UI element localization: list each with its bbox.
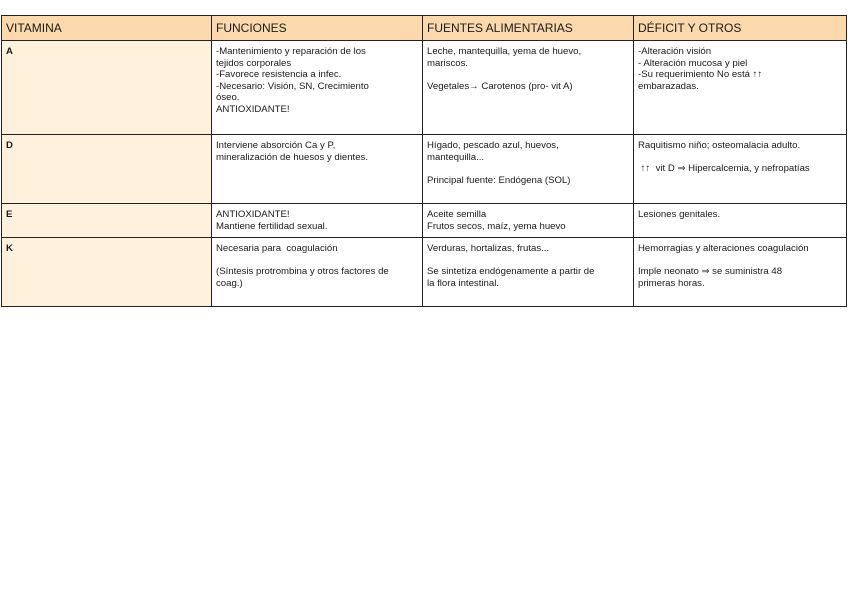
fuentes-cell xyxy=(423,238,634,307)
deficit-cell xyxy=(634,238,847,307)
cell-line xyxy=(216,255,418,267)
cell-line: óseo. xyxy=(216,92,240,104)
table-row xyxy=(2,135,847,204)
header-fuentes: FUENTES ALIMENTARIAS xyxy=(423,16,634,41)
cell-line: Necesaria para coagulación xyxy=(216,243,338,254)
funciones-cell xyxy=(212,135,423,204)
cell-line: la flora intestinal. xyxy=(427,277,499,289)
fuentes-cell xyxy=(423,41,634,135)
cell-line: -Necesario: Visión, SN, Crecimiento xyxy=(216,80,369,92)
cell-line: -Favorece resistencia a infec. xyxy=(216,69,342,81)
cell-line: Frutos secos, maíz, yema huevo xyxy=(427,220,566,232)
cell-line: -Mantenimiento y reparación de los xyxy=(216,46,366,57)
table-body xyxy=(2,41,847,307)
funciones-cell xyxy=(212,204,423,238)
cell-line: Verduras, hortalizas, frutas... xyxy=(427,243,550,254)
cell-line: Hemorragias y alteraciones coagulación xyxy=(638,243,809,254)
cell-line: ANTIOXIDANTE! xyxy=(216,103,290,115)
cell-line: (Síntesis protrombina y otros factores de xyxy=(216,266,389,278)
cell-line: Lesiones genitales. xyxy=(638,209,721,220)
header-deficit: DÉFICIT Y OTROS xyxy=(634,16,847,41)
cell-line: mantequilla... xyxy=(427,151,485,163)
cell-line xyxy=(638,255,842,267)
cell-line xyxy=(427,69,629,81)
cell-line: primeras horas. xyxy=(638,277,705,289)
header-row xyxy=(2,16,847,41)
cell-line: - Alteración mucosa y piel xyxy=(638,57,748,69)
cell-line: Se sintetiza endógenamente a partir de xyxy=(427,266,595,278)
deficit-cell xyxy=(634,204,847,238)
table-row xyxy=(2,238,847,307)
cell-line: Mantiene fertilidad sexual. xyxy=(216,220,328,232)
vitamins-table xyxy=(1,15,847,307)
table-row xyxy=(2,204,847,238)
funciones-cell xyxy=(212,238,423,307)
cell-line: -Alteración visión xyxy=(638,46,712,57)
cell-line: embarazadas. xyxy=(638,80,699,92)
cell-line: Hígado, pescado azul, huevos, xyxy=(427,140,559,151)
header-funciones: FUNCIONES xyxy=(212,16,423,41)
table-row xyxy=(2,41,847,135)
cell-line: tejidos corporales xyxy=(216,57,292,69)
deficit-cell xyxy=(634,135,847,204)
cell-line: Aceite semilla xyxy=(427,209,487,220)
header-vitamina: VITAMINA xyxy=(2,16,212,41)
vitamin-cell: D xyxy=(2,135,212,204)
cell-line: Leche, mantequilla, yema de huevo, xyxy=(427,46,582,57)
cell-line: mariscos. xyxy=(427,57,469,69)
vitamin-cell: K xyxy=(2,238,212,307)
cell-line: Principal fuente: Endógena (SOL) xyxy=(427,174,571,186)
cell-line xyxy=(427,163,629,175)
fuentes-cell xyxy=(423,204,634,238)
cell-line xyxy=(427,255,629,267)
cell-line: coag.) xyxy=(216,277,243,289)
cell-line: Imple neonato ⇒ se suministra 48 xyxy=(638,266,783,278)
cell-line: mineralización de huesos y dientes. xyxy=(216,151,368,163)
cell-line: ↑↑ vit D ⇒ Hipercalcemia, y nefropatías xyxy=(638,163,810,175)
vitamin-cell: E xyxy=(2,204,212,238)
deficit-cell xyxy=(634,41,847,135)
cell-line: Interviene absorción Ca y P, xyxy=(216,140,336,151)
cell-line: -Su requerimiento No está ↑↑ xyxy=(638,69,763,81)
vitamin-cell: A xyxy=(2,41,212,135)
cell-line: ANTIOXIDANTE! xyxy=(216,209,290,220)
cell-line: Raquitismo niño; osteomalacia adulto. xyxy=(638,140,801,151)
cell-line: Vegetales→ Carotenos (pro- vit A) xyxy=(427,80,573,92)
fuentes-cell xyxy=(423,135,634,204)
funciones-cell xyxy=(212,41,423,135)
cell-line xyxy=(638,152,842,164)
